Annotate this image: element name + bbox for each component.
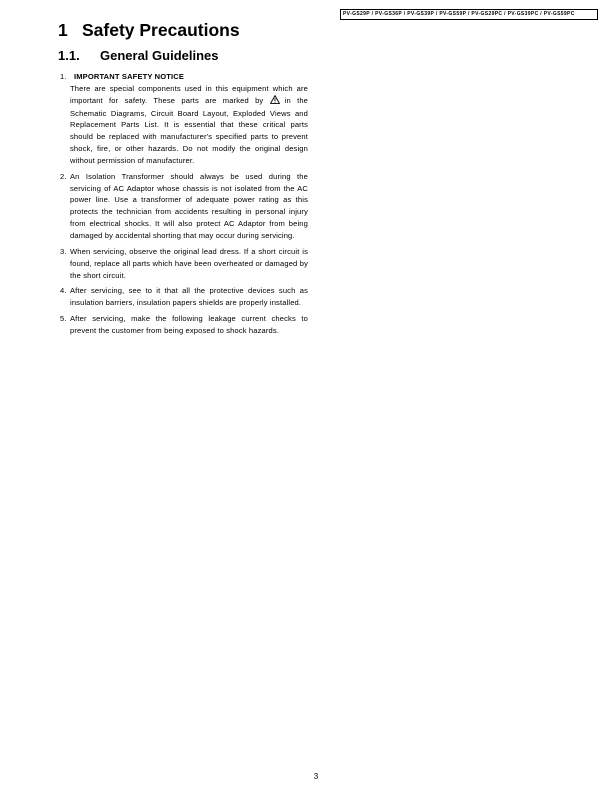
chapter-number: 1	[58, 20, 68, 40]
list-item	[60, 71, 308, 167]
page-number: 3	[313, 772, 319, 781]
list-marker: 3.	[60, 246, 67, 256]
warning-triangle-icon	[270, 95, 280, 108]
list-item	[60, 285, 308, 309]
section-number: 1.1.	[58, 48, 80, 63]
important-notice-text	[70, 83, 308, 167]
chapter-title-text: Safety Precautions	[82, 20, 240, 40]
notice-text-after-icon: in the Schematic Diagrams, Circuit Board Layout, Exploded Views and Replacement Parts List. It is essential that these critical parts should be replaced with manufacturer's specified parts to prevent shock, fire, or other hazards. Do not modify the original design without permission of manufacturer.	[70, 95, 309, 165]
list-item-text: After servicing, see to it that all the protective devices such as insulation barriers, insulation papers shields are properly installed.	[70, 286, 308, 308]
section-title	[58, 48, 219, 63]
list-item	[60, 171, 308, 242]
list-marker: 2.	[60, 171, 67, 181]
guidelines-list	[60, 71, 308, 341]
list-item	[60, 246, 308, 282]
list-item-text: An Isolation Transformer should always be used during the servicing of AC Adaptor whose chassis is not isolated from the AC power line. Use a transformer of adequate power rating as this protects the technician from accidents resulting in personal injury from electrical shocks. It will also protect AC Adaptor from being damaged by accidental shorting that may occur during servicing.	[70, 171, 308, 240]
section-title-text: General Guidelines	[100, 48, 219, 63]
list-marker: 5.	[60, 314, 67, 324]
list-marker: 4.	[60, 286, 67, 296]
chapter-title	[58, 20, 240, 41]
important-notice-heading: IMPORTANT SAFETY NOTICE	[74, 72, 185, 81]
model-header: PV-GS29P / PV-GS36P / PV-GS39P / PV-GS59P / PV-GS29PC / PV-GS39PC / PV-GS59PC	[340, 9, 598, 20]
list-item	[60, 313, 308, 337]
list-item-text: After servicing, make the following leakage current checks to prevent the customer from being exposed to shock hazards.	[70, 314, 308, 335]
notice-text-before-icon: There are special components used in this equipment which are important for safety. These parts are marked by	[70, 83, 308, 105]
list-marker: 1.	[60, 72, 67, 81]
list-item-text: When servicing, observe the original lead dress. If a short circuit is found, replace all parts which have been overheated or damaged by the short circuit.	[70, 246, 308, 280]
